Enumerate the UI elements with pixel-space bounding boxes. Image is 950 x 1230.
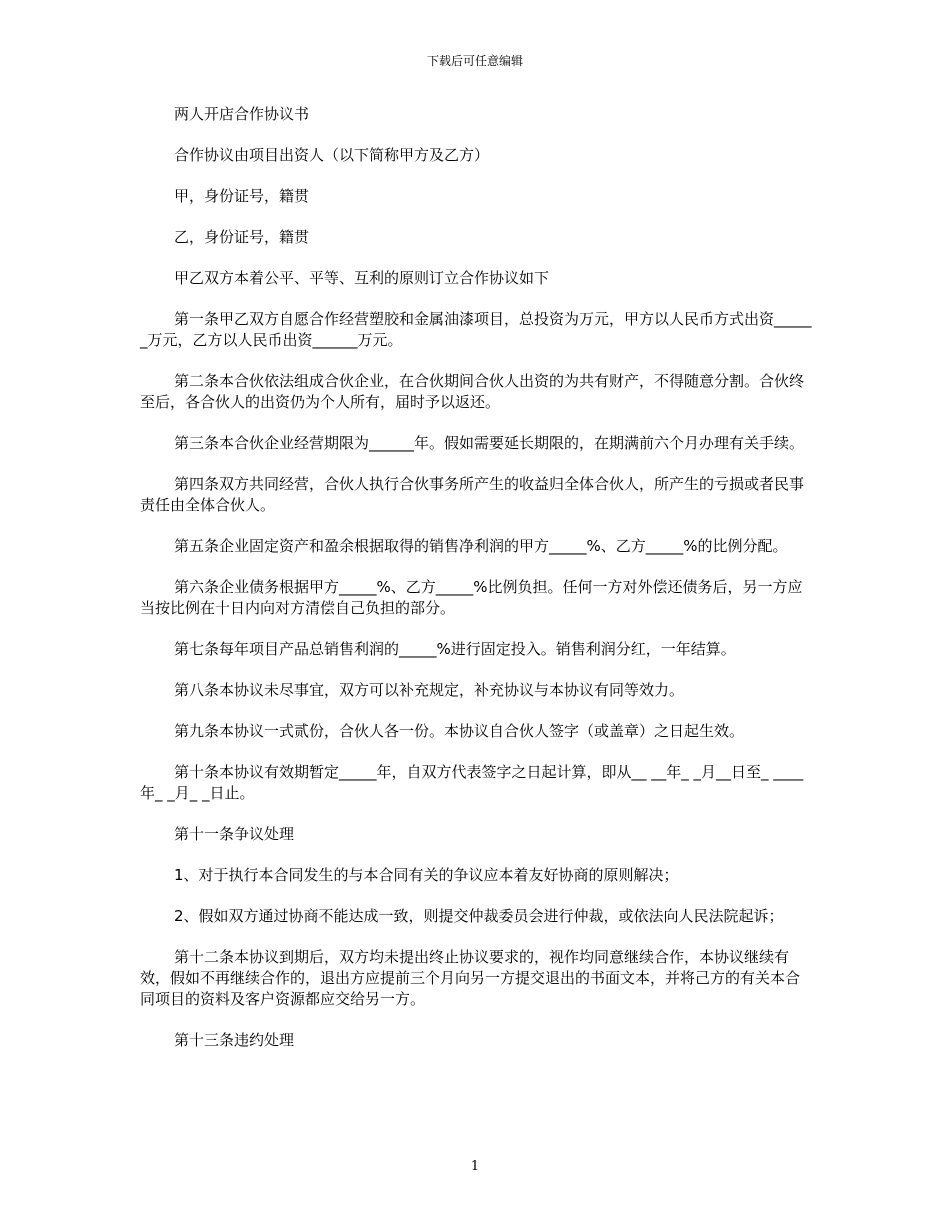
article-7: 第七条每年项目产品总销售利润的_____%进行固定投入。销售利润分红，一年结算。 [174,640,736,658]
page-number: 1 [470,1159,480,1174]
article-8: 第八条本协议未尽事宜，双方可以补充规定，补充协议与本协议有同等效力。 [174,681,685,699]
article-5: 第五条企业固定资产和盈余根据取得的销售净利润的甲方_____%、乙方_____%的比例分配。 [174,537,788,555]
article-11-heading: 第十一条争议处理 [174,825,295,843]
article-4: 第四条双方共同经营，合伙人执行合伙事务所产生的收益归全体合伙人，所产生的亏损或者民事责任由全体合伙人。 [140,475,805,514]
article-1: 第一条甲乙双方自愿合作经营塑胶和金属油漆项目，总投资为万元，甲方以人民币方式出资______万元，乙方以人民币出资______万元。 [140,310,812,349]
article-12: 第十二条本协议到期后，双方均未提出终止协议要求的，视作均同意继续合作，本协议继续有效，假如不再继续合作的，退出方应提前三个月向另一方提交退出的书面文本，并将己方的有关本合同项目的资料及客户资源都应交给另一方。 [140,948,801,1008]
article-11-item-2: 2、假如双方通过协商不能达成一致，则提交仲裁委员会进行仲裁，或依法向人民法院起诉； [174,907,784,925]
article-9: 第九条本协议一式贰份，合伙人各一份。本协议自合伙人签字（或盖章）之日起生效。 [174,722,745,740]
page-header: 下载后可任意编辑 [426,54,523,68]
party-b-line: 乙，身份证号，籍贯 [174,228,310,246]
document-title: 两人开店合作协议书 [174,105,310,123]
article-13-heading: 第十三条违约处理 [174,1031,295,1049]
article-11-item-1: 1、对于执行本合同发生的与本合同有关的争议应本着友好协商的原则解决； [174,866,679,884]
principle-paragraph: 甲乙双方本着公平、平等、互利的原则订立合作协议如下 [174,269,550,287]
party-a-line: 甲，身份证号，籍贯 [174,187,310,205]
article-2: 第二条本合伙依法组成合伙企业，在合伙期间合伙人出资的为共有财产，不得随意分割。合伙终至后，各合伙人的出资仍为个人所有，届时予以返还。 [140,372,805,411]
article-10: 第十条本协议有效期暂定_____年，自双方代表签字之日起计算，即从__ __年_ _月__日至_ ____年_ _月_ _日止。 [140,763,804,802]
article-3: 第三条本合伙企业经营期限为______年。假如需要延长期限的，在期满前六个月办理有关手续。 [174,434,805,452]
intro-paragraph: 合作协议由项目出资人（以下简称甲方及乙方） [174,146,490,164]
article-6: 第六条企业债务根据甲方_____%、乙方_____%比例负担。任何一方对外偿还债务后，另一方应当按比例在十日内向对方清偿自己负担的部分。 [140,578,803,617]
document-body [140,104,812,1071]
